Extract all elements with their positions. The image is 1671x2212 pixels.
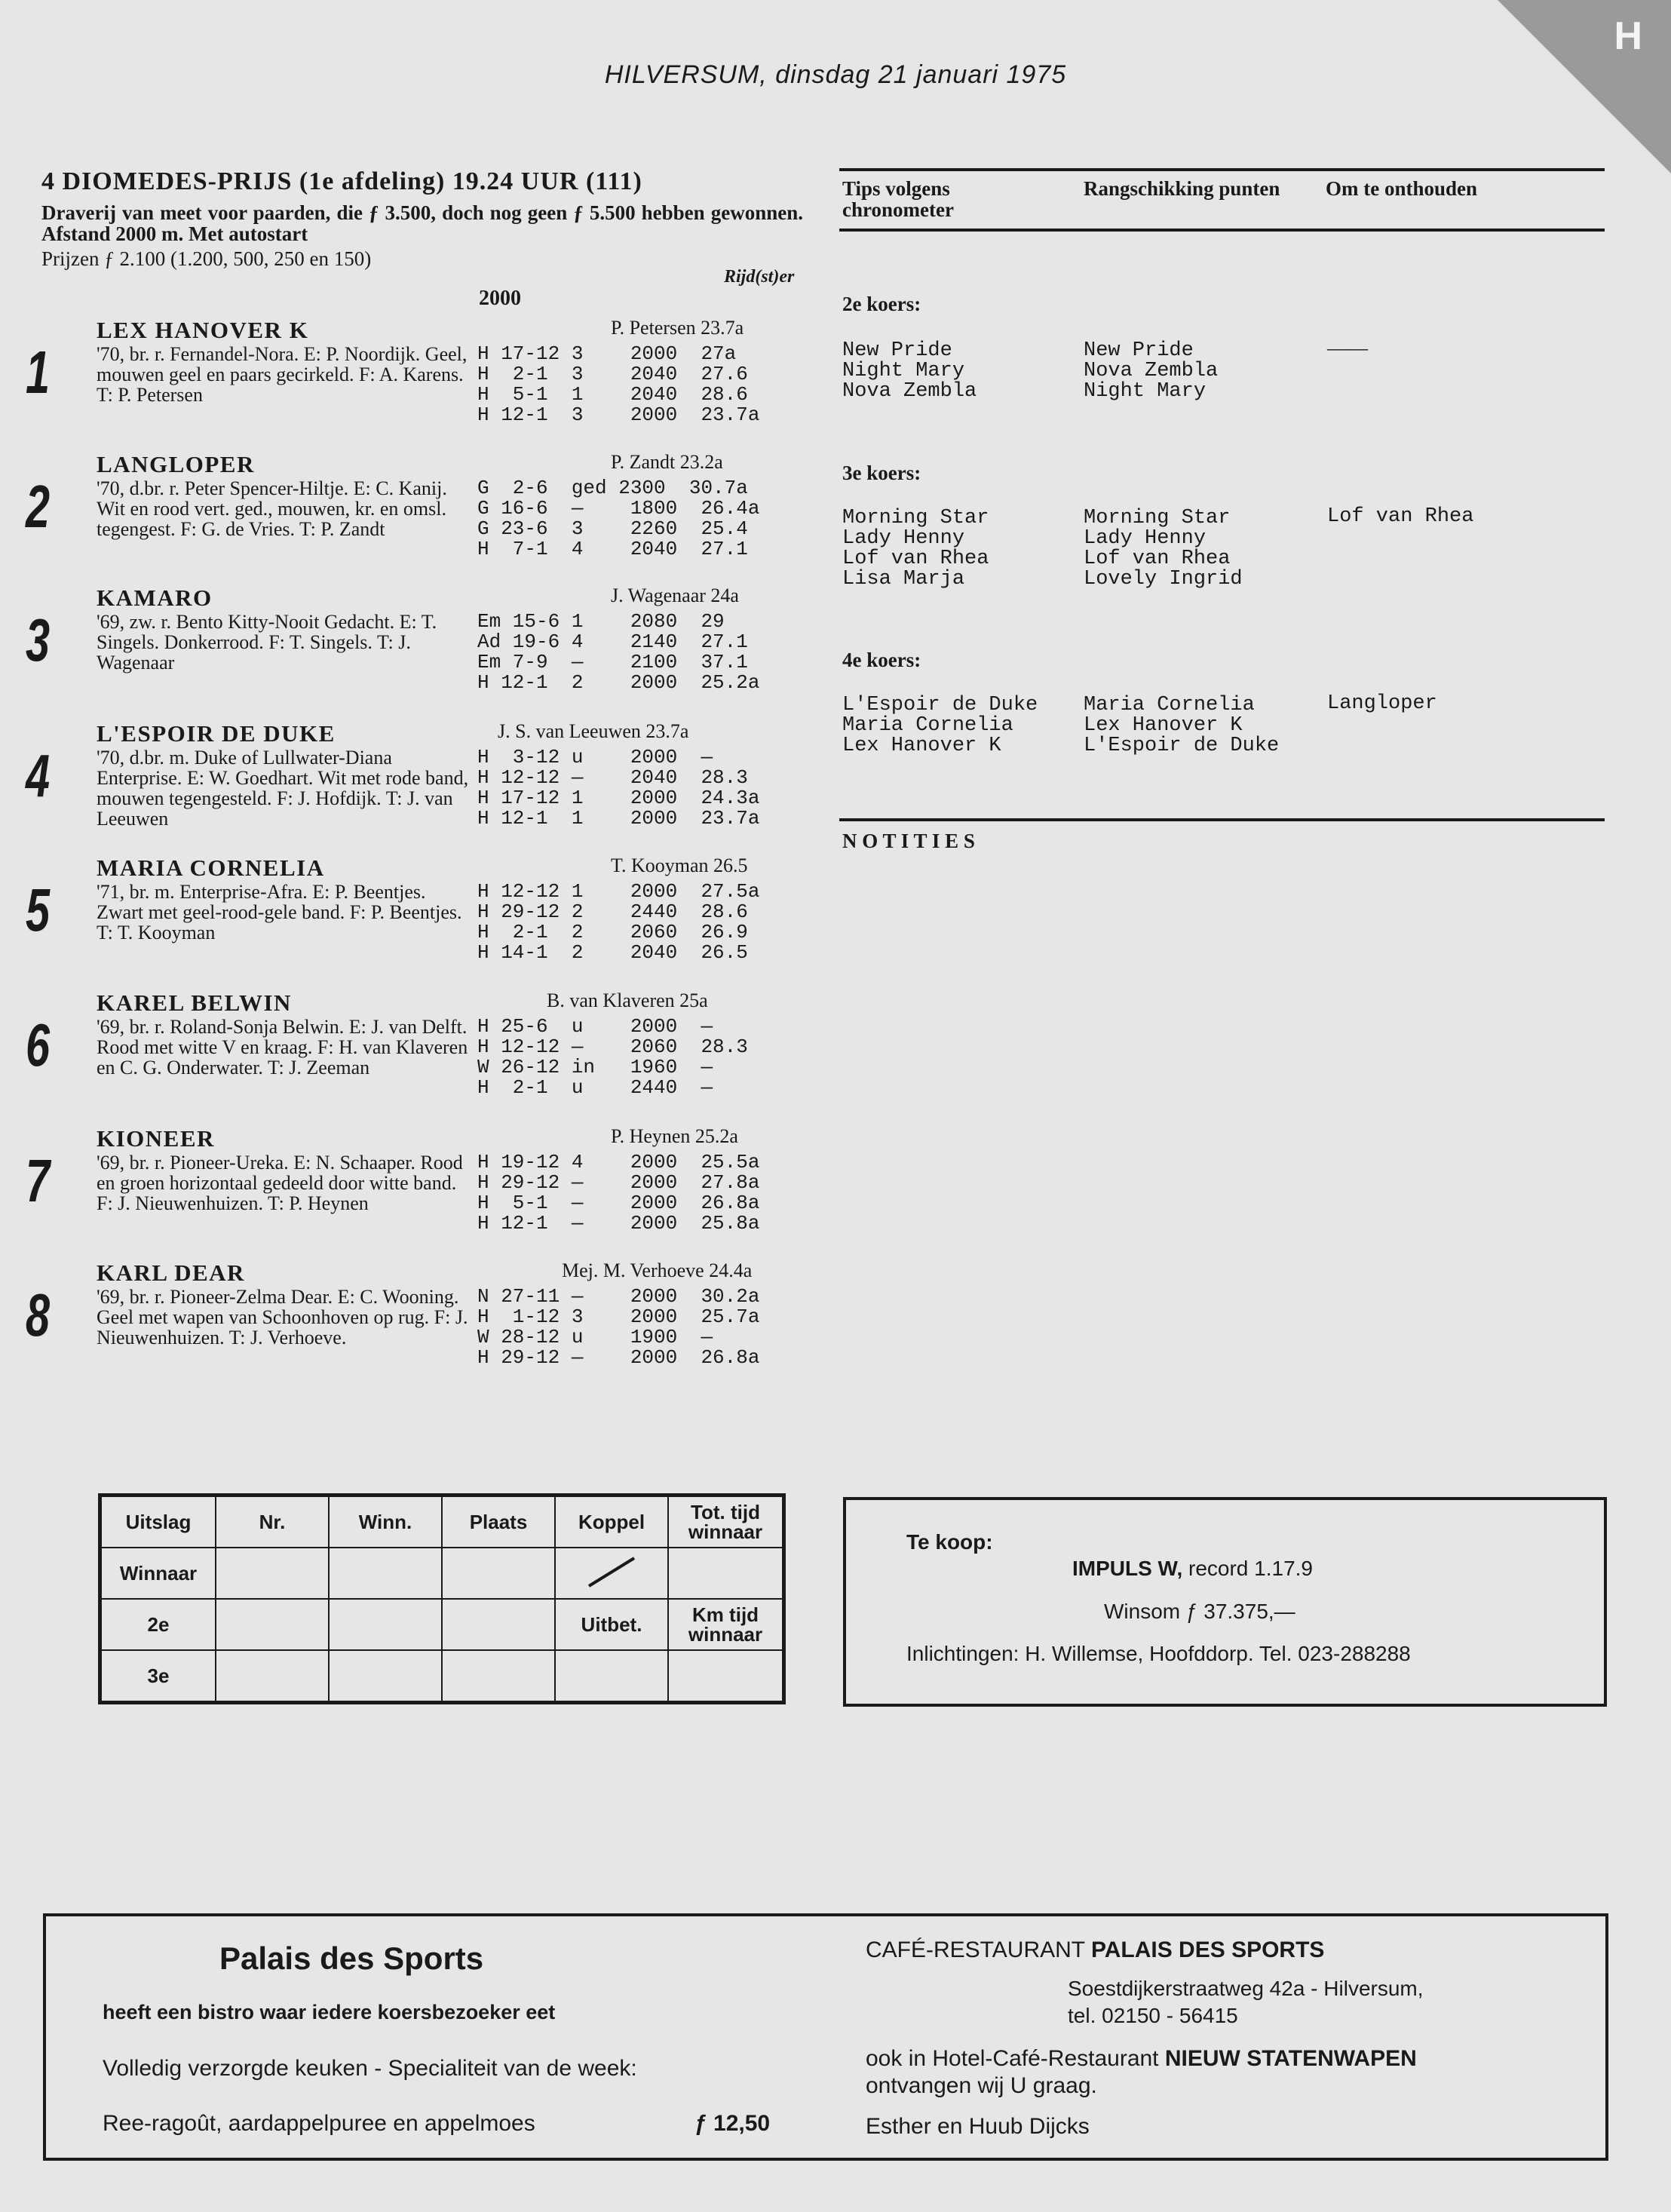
tip-item: Lof van Rhea: [842, 548, 989, 570]
uitslag-cell[interactable]: [216, 1599, 329, 1650]
tip-item: L'Espoir de Duke: [842, 694, 1038, 716]
ad-cafe-name: PALAIS DES SPORTS: [1090, 1937, 1325, 1962]
tip-item: Maria Cornelia: [1084, 694, 1255, 716]
horse-description: '69, zw. r. Bento Kitty-Nooit Gedacht. E: T. Singels. Donkerrood. F: T. Singels. T: J. Wagenaar: [97, 611, 437, 673]
result-line: H 2-1 u 2440 —: [477, 1076, 713, 1099]
tip-item: New Pride: [1084, 339, 1194, 362]
race-distance: 2000: [479, 287, 521, 310]
result-line: G 23-6 3 2260 25.4: [477, 517, 748, 540]
corner-letter: H: [1614, 14, 1642, 58]
tip-item: Nova Zembla: [1084, 360, 1219, 382]
tip-item: Nova Zembla: [842, 380, 977, 403]
uitslag-cell[interactable]: [329, 1599, 442, 1650]
te-koop-horse-name: IMPULS W,: [1072, 1557, 1183, 1580]
tip-item: Lex Hanover K: [1084, 714, 1243, 737]
tip-item: Lof van Rhea: [1084, 548, 1231, 570]
page-date-header: HILVERSUM, dinsdag 21 januari 1975: [604, 60, 1067, 89]
horse-number: 4: [26, 742, 51, 809]
horse-number: 2: [26, 473, 51, 540]
result-line: H 12-12 — 2060 28.3: [477, 1035, 748, 1058]
horse-number: 1: [26, 339, 51, 406]
tips-race-label: 3e koers:: [842, 462, 921, 484]
te-koop-title: Te koop:: [906, 1530, 993, 1554]
ad-ook-name: NIEUW STATENWAPEN: [1164, 2046, 1417, 2071]
horse-number: 5: [26, 876, 51, 943]
horse-name: LANGLOPER: [97, 451, 255, 477]
horse-description: '69, br. r. Pioneer-Ureka. E: N. Schaaper. Rood en groen horizontaal gedeeld door witte band. F: J. Nieuwenhuizen. T: P. Heynen: [97, 1152, 463, 1214]
horse-description: '70, br. r. Fernandel-Nora. E: P. Noordijk. Geel, mouwen geel en paars gecirkeld. F: A. Karens. T: P. Petersen: [97, 343, 468, 406]
koppel-slash-cell[interactable]: [555, 1548, 668, 1599]
result-line: H 17-12 3 2000 27a: [477, 342, 737, 365]
tip-item: Lisa Marja: [842, 568, 965, 591]
result-line: H 2-1 3 2040 27.6: [477, 363, 748, 385]
horse-description: '70, d.br. m. Duke of Lullwater-Diana Enterprise. E: W. Goedhart. Wit met rode band, mouwen tegengesteld. F: J. Hofdijk. T: J. van Leeuwen: [97, 747, 469, 830]
tips-chrono-list: [842, 508, 989, 590]
tips-header-chronometer: Tips volgens chronometer: [842, 177, 954, 221]
result-line: Em 7-9 — 2100 37.1: [477, 651, 748, 673]
horse-driver: J. S. van Leeuwen 23.7a: [498, 720, 689, 742]
tips-onthouden: Langloper: [1327, 692, 1437, 715]
horse-number: 7: [26, 1147, 51, 1214]
notities-rule: [839, 818, 1605, 821]
ad-keuken: Volledig verzorgde keuken - Specialiteit van de week:: [103, 2056, 637, 2081]
tips-header-onthouden: Om te onthouden: [1326, 177, 1478, 200]
result-line: Em 15-6 1 2080 29: [477, 610, 725, 633]
te-koop-record: record 1.17.9: [1188, 1557, 1314, 1580]
horse-description: '71, br. m. Enterprise-Afra. E: P. Beentjes. Zwart met geel-rood-gele band. F: P. Beentjes. T: T. Kooyman: [97, 881, 462, 943]
tips-onthouden: ——: [1327, 336, 1368, 359]
horse-driver: B. van Klaveren 25a: [547, 989, 708, 1011]
tip-item: Lady Henny: [1084, 527, 1206, 550]
result-line: H 29-12 — 2000 26.8a: [477, 1346, 760, 1369]
horse-name: L'ESPOIR DE DUKE: [97, 720, 336, 747]
uitslag-cell[interactable]: [668, 1650, 784, 1703]
uitslag-header: Nr.: [216, 1496, 329, 1548]
uitslag-table: [98, 1493, 786, 1704]
result-line: H 1-12 3 2000 25.7a: [477, 1305, 760, 1328]
race-prizes: Prijzen ƒ 2.100 (1.200, 500, 250 en 150): [41, 247, 372, 270]
tips-race-label: 4e koers:: [842, 649, 921, 671]
result-line: N 27-11 — 2000 30.2a: [477, 1285, 760, 1308]
uitslag-cell[interactable]: [216, 1650, 329, 1703]
ad-ook-line: [866, 2046, 1417, 2072]
tips-punten-list: [1084, 341, 1218, 402]
uitslag-header: Tot. tijd winnaar: [668, 1496, 784, 1548]
ad-cafe-line: [866, 1937, 1324, 1963]
ad-tel: tel. 02150 - 56415: [1068, 2004, 1238, 2027]
horse-driver: P. Zandt 23.2a: [611, 451, 723, 473]
uitslag-cell[interactable]: [442, 1599, 555, 1650]
horse-description: '69, br. r. Roland-Sonja Belwin. E: J. van Delft. Rood met witte V en kraag. F: H. van Klaveren en C. G. Onderwater. T: J. Zeeman: [97, 1016, 468, 1078]
result-line: G 2-6 ged 2300 30.7a: [477, 477, 748, 499]
result-line: W 26-12 in 1960 —: [477, 1056, 713, 1078]
tip-item: Lex Hanover K: [842, 735, 1001, 757]
result-line: H 17-12 1 2000 24.3a: [477, 787, 760, 809]
tips-chrono-list: [842, 695, 1038, 756]
result-line: Ad 19-6 4 2140 27.1: [477, 630, 748, 653]
result-line: H 29-12 2 2440 28.6: [477, 900, 748, 923]
tips-race-label: 2e koers:: [842, 293, 921, 315]
rijders-label: Rijd(st)er: [724, 267, 795, 287]
uitslag-header: Koppel: [555, 1496, 668, 1548]
result-line: H 5-1 — 2000 26.8a: [477, 1192, 760, 1214]
tips-chrono-list: [842, 341, 977, 402]
horse-name: KIONEER: [97, 1125, 215, 1152]
race-description: Draverij van meet voor paarden, die ƒ 3.500, doch nog geen ƒ 5.500 hebben gewonnen. Afstand 2000 m. Met autostart: [41, 201, 803, 245]
result-line: H 14-1 2 2040 26.5: [477, 941, 748, 964]
result-line: H 3-12 u 2000 —: [477, 746, 713, 769]
result-line: H 12-1 2 2000 25.2a: [477, 671, 760, 694]
result-line: W 28-12 u 1900 —: [477, 1326, 713, 1348]
km-tijd-label: Km tijd winnaar: [668, 1599, 784, 1650]
result-line: H 12-12 1 2000 27.5a: [477, 880, 760, 903]
ad-title: Palais des Sports: [219, 1940, 484, 1976]
te-koop-line1: [1072, 1557, 1313, 1581]
uitslag-cell[interactable]: [442, 1548, 555, 1599]
horse-number: 6: [26, 1011, 51, 1078]
result-line: G 16-6 — 1800 26.4a: [477, 497, 760, 520]
uitslag-cell[interactable]: [329, 1548, 442, 1599]
result-line: H 2-1 2 2060 26.9: [477, 921, 748, 943]
uitslag-cell[interactable]: [329, 1650, 442, 1703]
ad-ook-prefix: ook in Hotel-Café-Restaurant: [866, 2046, 1159, 2071]
horse-description: '69, br. r. Pioneer-Zelma Dear. E: C. Wooning. Geel met wapen van Schoonhoven op rug. F: J. Nieuwenhuizen. T: J. Verhoeve.: [97, 1286, 468, 1348]
tip-item: Lovely Ingrid: [1084, 568, 1243, 591]
ad-cafe-prefix: CAFÉ-RESTAURANT: [866, 1937, 1085, 1962]
result-line: H 5-1 1 2040 28.6: [477, 383, 748, 406]
horse-driver: P. Heynen 25.2a: [611, 1125, 738, 1147]
uitslag-cell[interactable]: [555, 1650, 668, 1703]
ad-bistro: heeft een bistro waar iedere koersbezoeker eet: [103, 2001, 556, 2023]
palais-ad-box: [43, 1913, 1608, 2161]
result-line: H 12-1 — 2000 25.8a: [477, 1212, 760, 1235]
horse-number: 3: [26, 606, 51, 673]
horse-description: '70, d.br. r. Peter Spencer-Hiltje. E: C. Kanij. Wit en rood vert. ged., mouwen, kr. en omsl. tegengest. F: G. de Vries. T: P. Zandt: [97, 477, 447, 540]
tip-item: Maria Cornelia: [842, 714, 1013, 737]
race-title: 4 DIOMEDES-PRIJS (1e afdeling) 19.24 UUR (111): [41, 167, 642, 195]
ad-dish: Ree-ragoût, aardappelpuree en appelmoes: [103, 2111, 535, 2136]
notities-heading: N O T I T I E S: [842, 830, 975, 852]
horse-driver: T. Kooyman 26.5: [611, 854, 748, 876]
tips-header-rule: [839, 229, 1605, 232]
te-koop-box: [843, 1497, 1607, 1707]
uitslag-row-label: 3e: [100, 1650, 216, 1703]
result-line: H 12-12 — 2040 28.3: [477, 766, 748, 789]
result-line: H 7-1 4 2040 27.1: [477, 538, 748, 560]
tip-item: Night Mary: [842, 360, 965, 382]
uitslag-cell[interactable]: [668, 1548, 784, 1599]
horse-name: LEX HANOVER K: [97, 317, 309, 343]
result-line: H 19-12 4 2000 25.5a: [477, 1151, 760, 1173]
ad-address: Soestdijkerstraatweg 42a - Hilversum,: [1068, 1977, 1424, 2000]
result-line: H 29-12 — 2000 27.8a: [477, 1171, 760, 1194]
uitslag-header: Plaats: [442, 1496, 555, 1548]
te-koop-line2: Winsom ƒ 37.375,—: [1104, 1600, 1295, 1623]
result-line: H 12-1 3 2000 23.7a: [477, 403, 760, 426]
tips-header-punten: Rangschikking punten: [1084, 177, 1280, 200]
horse-name: KARL DEAR: [97, 1259, 245, 1286]
ad-ontvangen: ontvangen wij U graag.: [866, 2073, 1097, 2098]
tips-onthouden: Lof van Rhea: [1327, 505, 1474, 528]
slash-icon: [574, 1552, 649, 1590]
uitslag-header: Winn.: [329, 1496, 442, 1548]
horse-name: KAMARO: [97, 584, 213, 611]
horse-driver: J. Wagenaar 24a: [611, 584, 739, 606]
horse-number: 8: [26, 1281, 51, 1348]
ad-price: ƒ 12,50: [694, 2111, 771, 2136]
tip-item: Morning Star: [842, 507, 989, 529]
tips-punten-list: [1084, 508, 1243, 590]
tips-punten-list: [1084, 695, 1279, 756]
tip-item: Night Mary: [1084, 380, 1206, 403]
uitslag-row-label: 2e: [100, 1599, 216, 1650]
te-koop-line3: Inlichtingen: H. Willemse, Hoofddorp. Tel. 023-288288: [906, 1642, 1411, 1665]
tip-item: New Pride: [842, 339, 952, 362]
uitslag-header: Uitslag: [100, 1496, 216, 1548]
tip-item: Morning Star: [1084, 507, 1231, 529]
result-line: H 25-6 u 2000 —: [477, 1015, 713, 1038]
uitbet-label: Uitbet.: [555, 1599, 668, 1650]
uitslag-cell[interactable]: [442, 1650, 555, 1703]
tip-item: Lady Henny: [842, 527, 965, 550]
tips-top-rule: [839, 168, 1605, 171]
uitslag-row-label: Winnaar: [100, 1548, 216, 1599]
ad-owners: Esther en Huub Dijcks: [866, 2114, 1090, 2139]
result-line: H 12-1 1 2000 23.7a: [477, 807, 760, 830]
horse-driver: Mej. M. Verhoeve 24.4a: [562, 1259, 753, 1281]
tip-item: L'Espoir de Duke: [1084, 735, 1280, 757]
horse-name: KAREL BELWIN: [97, 989, 292, 1016]
horse-driver: P. Petersen 23.7a: [611, 317, 744, 339]
uitslag-cell[interactable]: [216, 1548, 329, 1599]
horse-name: MARIA CORNELIA: [97, 854, 325, 881]
